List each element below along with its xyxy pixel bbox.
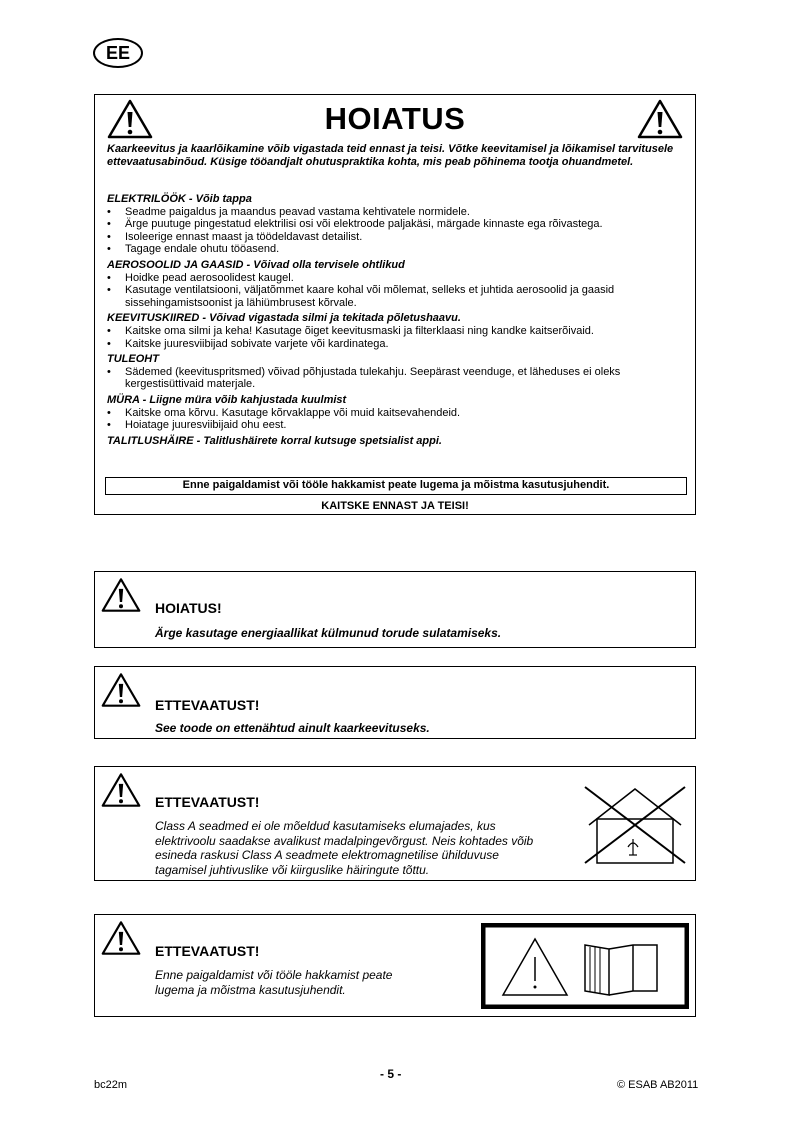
warning-triangle-icon: [101, 772, 141, 808]
list-item: • Seadme paigaldus ja maandus peavad vastama kehtivatele normidele.: [107, 206, 687, 219]
warning-triangle-icon: [101, 577, 141, 613]
box-text-line: esineda raskusi Class A seadmete elektromagnetilise ühilduvuse: [155, 848, 499, 862]
warning-triangle-icon: [637, 99, 683, 139]
box-text-line: lugema ja mõistma kasutusjuhendit.: [155, 982, 346, 997]
list-item: • Tagage endale ohutu tööasend.: [107, 243, 687, 256]
caution-box-arc-welding: [94, 666, 696, 739]
section-heading-electric-shock: ELEKTRILÖÖK - Võib tappa: [107, 193, 252, 205]
list-item: • Isoleerige ennast maast ja töödeldavast detailist.: [107, 231, 687, 244]
box-text-line: elektrivoolu saadakse avalikust madalpingevõrgust. Neis kohtades võib: [155, 833, 534, 848]
page-number: - 5 -: [380, 1067, 402, 1081]
box-text: Ärge kasutage energiaallikat külmunud torude sulatamiseks.: [155, 626, 502, 640]
warning-sections: [107, 193, 687, 447]
list-item: • Ärge puutuge pingestatud elektrilisi osi või elektroode paljakäsi, märgade kinnaste ega rõivastega.: [107, 218, 687, 231]
caution-box-class-a: [94, 766, 696, 881]
box-text-line: tagamisel juhtivuslike või kiirguslike häiringute tõttu.: [155, 862, 430, 877]
box-text: [155, 968, 392, 997]
section-heading-arc-rays: KEEVITUSKIIRED - Võivad vigastada silmi ja tekitada põletushaavu.: [107, 312, 461, 325]
warning-box-frozen-pipes: [94, 571, 696, 648]
section-heading-noise: MÜRA - Liigne müra võib kahjustada kuulmist: [107, 393, 347, 406]
warning-triangle-icon: [101, 920, 141, 956]
list-item: • Kaitske oma kõrvu. Kasutage kõrvaklappe või muid kaitsevahendeid.: [107, 407, 687, 420]
box-title: ETTEVAATUST!: [155, 794, 260, 810]
main-warning-box: [94, 94, 696, 515]
list-item: • Hoiatage juuresviibijaid ohu eest.: [107, 419, 687, 432]
language-badge: EE: [93, 38, 143, 68]
box-title: ETTEVAATUST!: [155, 697, 260, 713]
list-item: • Kaitske juuresviibijad sobivate varjete või kardinatega.: [107, 338, 687, 351]
box-text-line: Class A seadmed ei ole mõeldud kasutamiseks elumajades, kus: [155, 819, 496, 833]
read-manual-notice: Enne paigaldamist või tööle hakkamist peate lugema ja mõistma kasutusjuhendit.: [105, 477, 687, 495]
list-item: • Sädemed (keevituspritsmed) võivad põhjustada tulekahju. Seepärast veenduge, et läheduses ei oleks kergestisüttivaid materjale.: [107, 366, 687, 391]
copyright: © ESAB AB2011: [617, 1079, 699, 1091]
list-item: • Kaitske oma silmi ja keha! Kasutage õiget keevitusmaski ja filterklaasi ning kandke kaitserõivaid.: [107, 325, 687, 338]
warning-intro: Kaarkeevitus ja kaarlõikamine võib vigastada teid ennast ja teisi. Võtke keevitamisel ja lõikamisel tarvitusele ettevaatusabinõud. Küsige tööandjalt ohutuspraktika kohta, mis peab põhinema tootja ohuandmetel.: [107, 143, 674, 168]
main-warning-title: HOIATUS: [324, 101, 466, 136]
protect-yourself-text: KAITSKE ENNAST JA TEISI!: [321, 500, 469, 512]
section-heading-fire-hazard: TULEOHT: [107, 353, 159, 366]
section-heading-fumes-gases: AEROSOOLID JA GAASID - Võivad olla tervisele ohtlikud: [107, 258, 405, 271]
no-residential-use-icon: [583, 785, 687, 865]
box-text: See toode on ettenähtud ainult kaarkeevituseks.: [155, 721, 430, 735]
list-item: • Kasutage ventilatsiooni, väljatõmmet kaare kohal või mõlemat, selleks et juhtida aerosoolid ja gaasid sissehingamistsoonist ja lähiümbrusest kõrvale.: [107, 284, 687, 309]
box-text: [155, 819, 533, 877]
caution-box-read-manual: [94, 914, 696, 1017]
box-text-line: Enne paigaldamist või tööle hakkamist peate: [155, 968, 393, 982]
box-title: HOIATUS!: [155, 600, 222, 616]
warning-triangle-icon: [101, 672, 141, 708]
section-heading-malfunction: TALITLUSHÄIRE - Talitlushäirete korral kutsuge spetsialist appi.: [107, 434, 442, 447]
list-item: • Hoidke pead aerosoolidest kaugel.: [107, 272, 687, 285]
read-manual-pictogram-icon: [481, 923, 689, 1009]
box-title: ETTEVAATUST!: [155, 943, 260, 959]
document-code: bc22m: [94, 1079, 128, 1091]
